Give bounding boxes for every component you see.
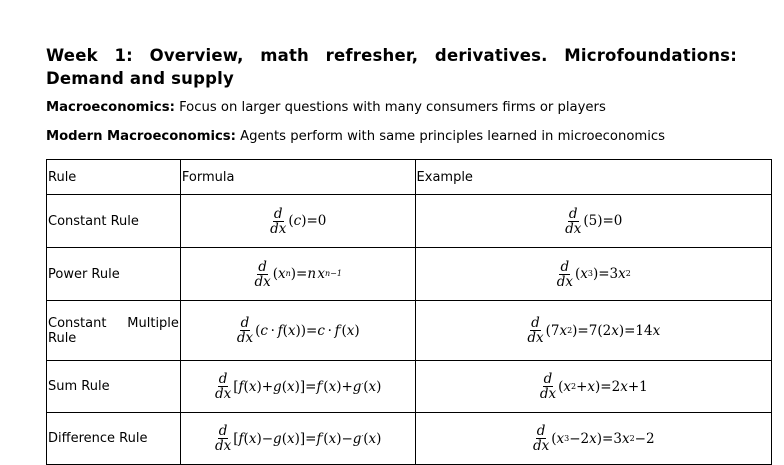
macroeconomics-definition (46, 100, 606, 115)
table-row (47, 361, 772, 413)
header-formula: Formula (180, 160, 415, 195)
definition-term: Macroeconomics: (46, 100, 175, 115)
table-row (47, 195, 772, 248)
rule-formula: $\frac{d}{dx}$ ( c · f ( x ))= c · f ′ ( x ) (180, 301, 415, 361)
table-header-row (47, 160, 772, 195)
rule-name: Power Rule (47, 248, 181, 301)
table-row (47, 248, 772, 301)
rule-example: $\frac{d}{dx}$ ( x 3 )=3 x 2 (415, 248, 771, 301)
rule-example: $\frac{d}{dx}$ ( x 2 + x )=2 x +1 (415, 361, 771, 413)
rule-name: Sum Rule (47, 361, 181, 413)
modern-macroeconomics-definition (46, 129, 665, 144)
rule-name: Constant Rule (47, 195, 181, 248)
rule-name: Difference Rule (47, 413, 181, 465)
rule-formula: $\frac{d}{dx}$ [ f ( x )− g ( x )]= f ′ ( x )− g ′ ( x ) (180, 413, 415, 465)
rule-example: $\frac{d}{dx}$ ( x 3 −2 x )=3 x 2 −2 (415, 413, 771, 465)
table-row (47, 413, 772, 465)
header-rule: Rule (47, 160, 181, 195)
definition-text: Agents perform with same principles learned in microeconomics (235, 129, 666, 144)
definition-text: Focus on larger questions with many consumers firms or players (174, 100, 606, 115)
rule-formula: $\frac{d}{dx}$ ( c )=0 (180, 195, 415, 248)
rule-name: Constant Multiple Rule (47, 301, 181, 361)
rule-formula: $\frac{d}{dx}$ [ f ( x )+ g ( x )]= f ′ ( x )+ g ′ ( x ) (180, 361, 415, 413)
page-heading: Week 1: Overview, math refresher, derivatives. Microfoundations: Demand and supply (46, 46, 737, 88)
definition-term: Modern Macroeconomics: (46, 129, 236, 144)
rule-formula: $\frac{d}{dx}$ ( x n )= n x n−1 (180, 248, 415, 301)
rule-example: $\frac{d}{dx}$ (5)=0 (415, 195, 771, 248)
derivative-rules-table (46, 159, 772, 465)
header-example: Example (415, 160, 771, 195)
rule-example: $\frac{d}{dx}$ (7 x 2 )=7(2 x )=14 x (415, 301, 771, 361)
table-row (47, 301, 772, 361)
